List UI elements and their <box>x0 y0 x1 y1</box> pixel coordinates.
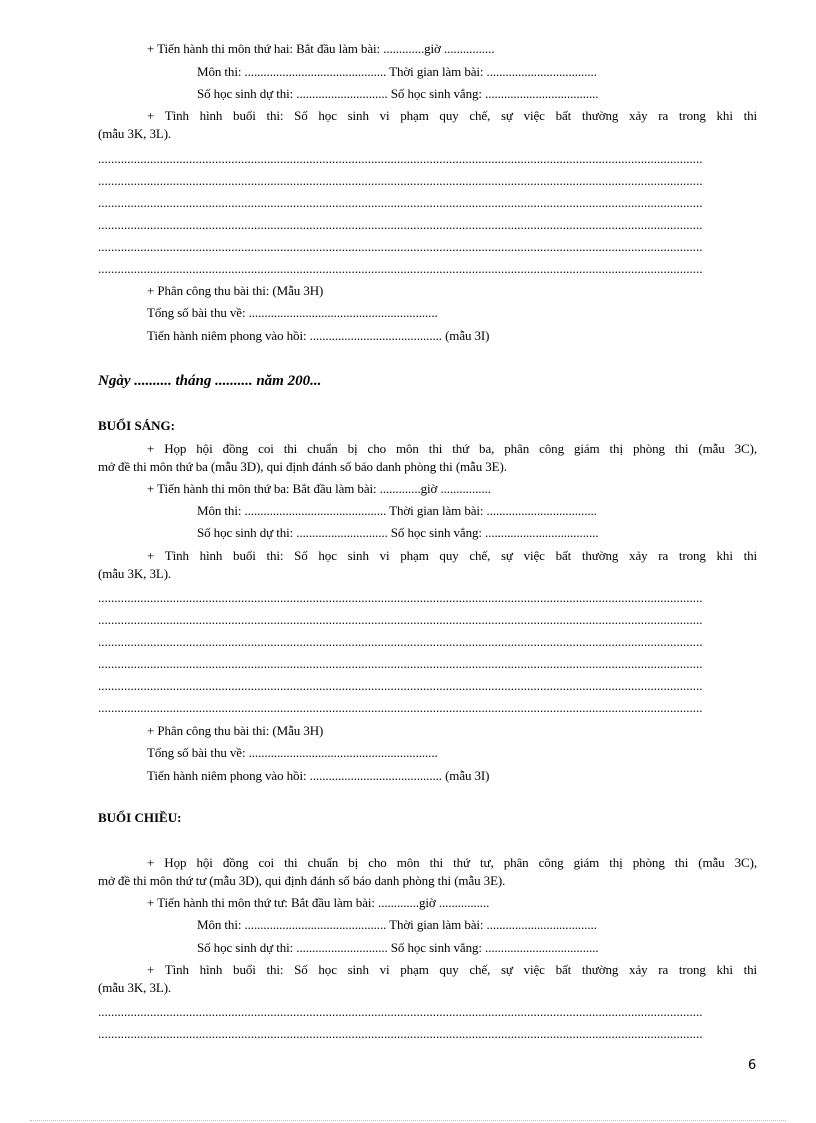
answer-dotted-line: .......................................................................................................................................................................................... <box>98 173 703 188</box>
morning-situation-forms: (mẫu 3K, 3L). <box>98 566 172 581</box>
answer-dotted-line: .......................................................................................................................................................................................... <box>98 634 703 649</box>
afternoon-students-line: Số học sinh dự thi: ............................. Số học sinh vắng: .................................... <box>197 940 599 955</box>
answer-dotted-line: .......................................................................................................................................................................................... <box>98 195 703 210</box>
answer-dotted-line: .......................................................................................................................................................................................... <box>98 239 703 254</box>
answer-dotted-line: .......................................................................................................................................................................................... <box>98 261 703 276</box>
morning-students-line: Số học sinh dự thi: ............................. Số học sinh vắng: .................................... <box>197 525 599 540</box>
answer-dotted-line: .......................................................................................................................................................................................... <box>98 590 703 605</box>
answer-dotted-line: .......................................................................................................................................................................................... <box>98 1026 703 1041</box>
subject2-collect-line: + Phân công thu bài thi: (Mẫu 3H) <box>147 283 324 298</box>
morning-total-line: Tổng số bài thu về: ............................................................ <box>147 745 438 760</box>
morning-heading: BUỔI SÁNG: <box>98 418 175 433</box>
subject2-situation-forms: (mẫu 3K, 3L). <box>98 126 172 141</box>
afternoon-situation-forms: (mẫu 3K, 3L). <box>98 980 172 995</box>
page-number: 6 <box>748 1058 757 1073</box>
page-footer-divider <box>30 1120 786 1121</box>
subject2-students-line: Số học sinh dự thi: ............................. Số học sinh vắng: .................................... <box>197 86 599 101</box>
afternoon-meeting-line-2: mở đề thi môn thứ tư (mẫu 3D), qui định đánh số báo danh phòng thi (mẫu 3E). <box>98 873 506 888</box>
morning-seal-line: Tiến hành niêm phong vào hồi: .......................................... (mẫu 3I) <box>147 768 490 783</box>
afternoon-subject-line: Môn thi: ............................................. Thời gian làm bài: ................................... <box>197 917 597 932</box>
subject2-situation-line: + Tình hình buổi thi: Số học sinh vi phạm quy chế, sự việc bất thường xảy ra trong khi thi <box>147 108 757 123</box>
answer-dotted-line: .......................................................................................................................................................................................... <box>98 612 703 627</box>
answer-dotted-line: .......................................................................................................................................................................................... <box>98 151 703 166</box>
subject2-seal-line: Tiến hành niêm phong vào hồi: .......................................... (mẫu 3I) <box>147 328 490 343</box>
morning-collect-line: + Phân công thu bài thi: (Mẫu 3H) <box>147 723 324 738</box>
morning-meeting-line: + Họp hội đồng coi thi chuẩn bị cho môn thi thứ ba, phân công giám thị phòng thi (mẫu 3C), <box>147 441 757 456</box>
answer-dotted-line: .......................................................................................................................................................................................... <box>98 678 703 693</box>
morning-start-line: + Tiến hành thi môn thứ ba: Bắt đầu làm bài: .............giờ ................ <box>147 481 491 496</box>
afternoon-situation-line: + Tình hình buổi thi: Số học sinh vi phạm quy chế, sự việc bất thường xảy ra trong khi thi <box>147 962 757 977</box>
answer-dotted-line: .......................................................................................................................................................................................... <box>98 656 703 671</box>
morning-meeting-line-2: mở đề thi môn thứ ba (mẫu 3D), qui định đánh số báo danh phòng thi (mẫu 3E). <box>98 459 507 474</box>
afternoon-meeting-line: + Họp hội đồng coi thi chuẩn bị cho môn thi thứ tư, phân công giám thị phòng thi (mẫu 3C), <box>147 855 757 870</box>
subject2-start-line: + Tiến hành thi môn thứ hai: Bắt đầu làm bài: .............giờ ................ <box>147 41 495 56</box>
answer-dotted-line: .......................................................................................................................................................................................... <box>98 217 703 232</box>
morning-situation-line: + Tình hình buổi thi: Số học sinh vi phạm quy chế, sự việc bất thường xảy ra trong khi thi <box>147 548 757 563</box>
subject2-total-line: Tổng số bài thu về: ............................................................ <box>147 305 438 320</box>
afternoon-start-line: + Tiến hành thi môn thứ tư: Bắt đầu làm bài: .............giờ ................ <box>147 895 490 910</box>
afternoon-heading: BUỔI CHIỀU: <box>98 810 182 825</box>
morning-subject-line: Môn thi: ............................................. Thời gian làm bài: ................................... <box>197 503 597 518</box>
subject2-subject-line: Môn thi: ............................................. Thời gian làm bài: ................................... <box>197 64 597 79</box>
answer-dotted-line: .......................................................................................................................................................................................... <box>98 700 703 715</box>
answer-dotted-line: .......................................................................................................................................................................................... <box>98 1004 703 1019</box>
date-heading: Ngày .......... tháng .......... năm 200... <box>98 373 322 389</box>
